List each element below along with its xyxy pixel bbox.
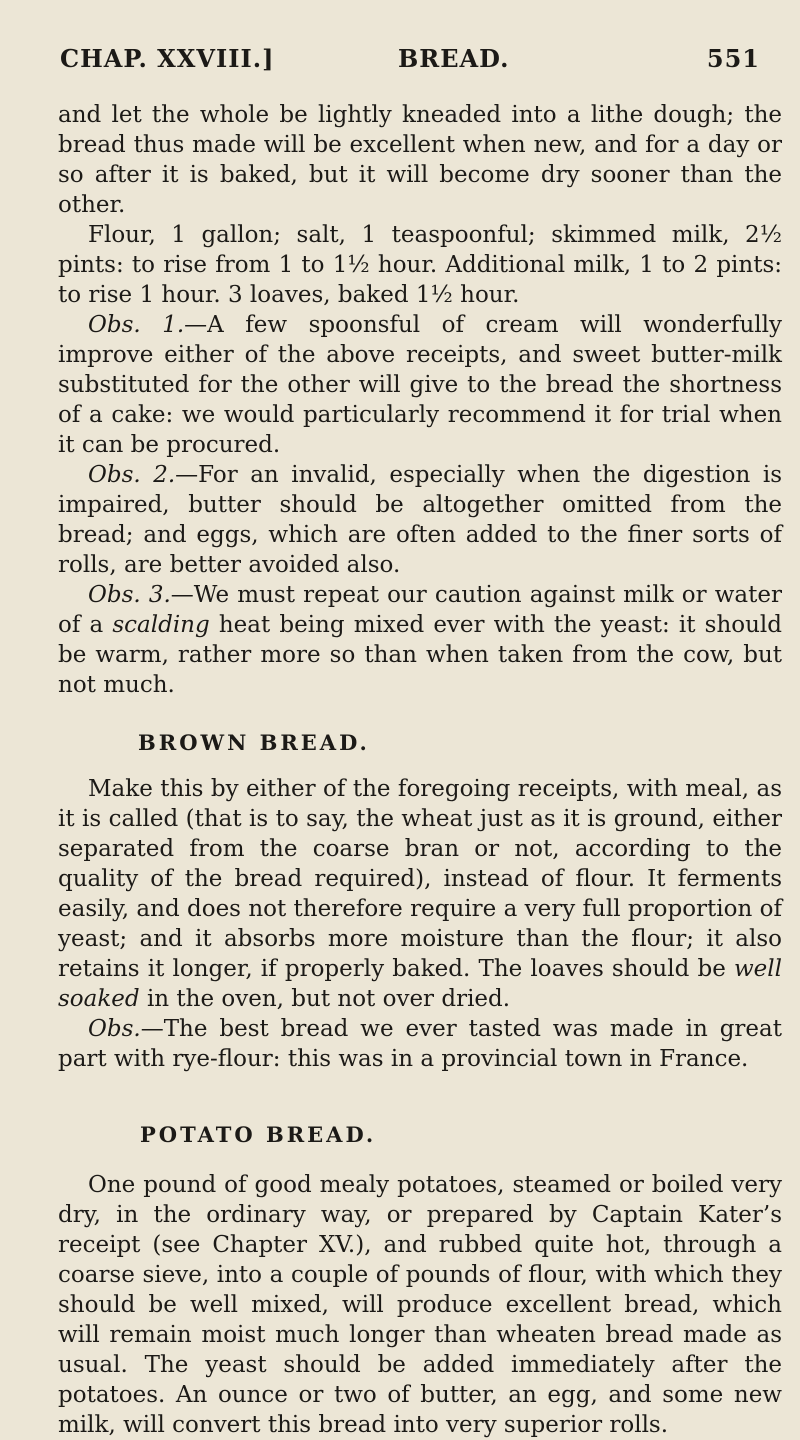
page-number: 551 [706, 44, 760, 73]
brown-bread-observation [58, 1014, 782, 1074]
brown-bread-paragraph [58, 774, 782, 1014]
section-heading-potato-bread: POTATO BREAD. [140, 1122, 377, 1147]
observation-2 [58, 460, 782, 580]
body-text [58, 100, 782, 1440]
recipe-summary: Flour, 1 gallon; salt, 1 teaspoonful; skimmed milk, 2½ pints: to rise from 1 to 1½ hour. Additional milk, 1 to 2 pints: to rise 1 hour. 3 loaves, baked 1½ hour. [58, 222, 782, 308]
obs-label: Obs. 2. [88, 462, 176, 488]
paragraph-continuation: and let the whole be lightly kneaded into a lithe dough; the bread thus made will be excellent when new, and for a day or so after it is baked, but it will become dry sooner than the other. [58, 102, 782, 218]
observation-1 [58, 310, 782, 460]
obs-text: —A few spoonsful of cream will wonderfully improve either of the above receipts, and sweet butter-milk substituted for the other will give to the bread the shortness of a cake: we would particularly recommend it for trial when it can be procured. [58, 312, 782, 458]
running-title: BREAD. [398, 44, 510, 73]
obs-label: Obs. [88, 1016, 141, 1042]
obs-emphasis: scalding [112, 612, 210, 638]
chapter-label: CHAP. XXVIII.] [60, 44, 275, 73]
obs-label: Obs. 1. [88, 312, 185, 338]
section-heading-brown-bread: BROWN BREAD. [138, 730, 370, 755]
obs-text: —The best bread we ever tasted was made in great part with rye-flour: this was in a provincial town in France. [58, 1016, 782, 1072]
obs-label: Obs. 3. [88, 582, 171, 608]
brown-bread-text: in the oven, but not over dried. [139, 986, 511, 1012]
running-header [60, 44, 760, 84]
obs-text: —For an invalid, especially when the digestion is impaired, butter should be altogether omitted from the bread; and eggs, which are often added to the finer sorts of rolls, are better avoided also. [58, 462, 783, 578]
obs-text: heat being mixed ever with the yeast: it should be warm, rather more so than when taken from the cow, but not much. [58, 612, 783, 698]
brown-bread-text: Make this by either of the foregoing receipts, with meal, as it is called (that is to say, the wheat just as it is ground, either separated from the coarse bran or not, according to the quality of the bread required), instead of flour. It ferments easily, and does not therefore require a very full proportion of yeast; and it absorbs more moisture than the flour; it also retains it longer, if properly baked. The loaves should be [58, 776, 782, 982]
brown-bread-emphasis: well soaked [58, 956, 782, 1012]
obs-text: —We must repeat our caution against milk or water of a [58, 582, 782, 638]
observation-3 [58, 580, 782, 700]
potato-bread-paragraph: One pound of good mealy potatoes, steamed or boiled very dry, in the ordinary way, or prepared by Captain Kater’s receipt (see Chapter XV.), and rubbed quite hot, through a coarse sieve, into a couple of pounds of flour, with which they should be well mixed, will produce excellent bread, which will remain moist much longer than wheaten bread made as usual. The yeast should be added immediately after the potatoes. An ounce or two of butter, an egg, and some new milk, will convert this bread into very superior rolls. [58, 1172, 782, 1438]
